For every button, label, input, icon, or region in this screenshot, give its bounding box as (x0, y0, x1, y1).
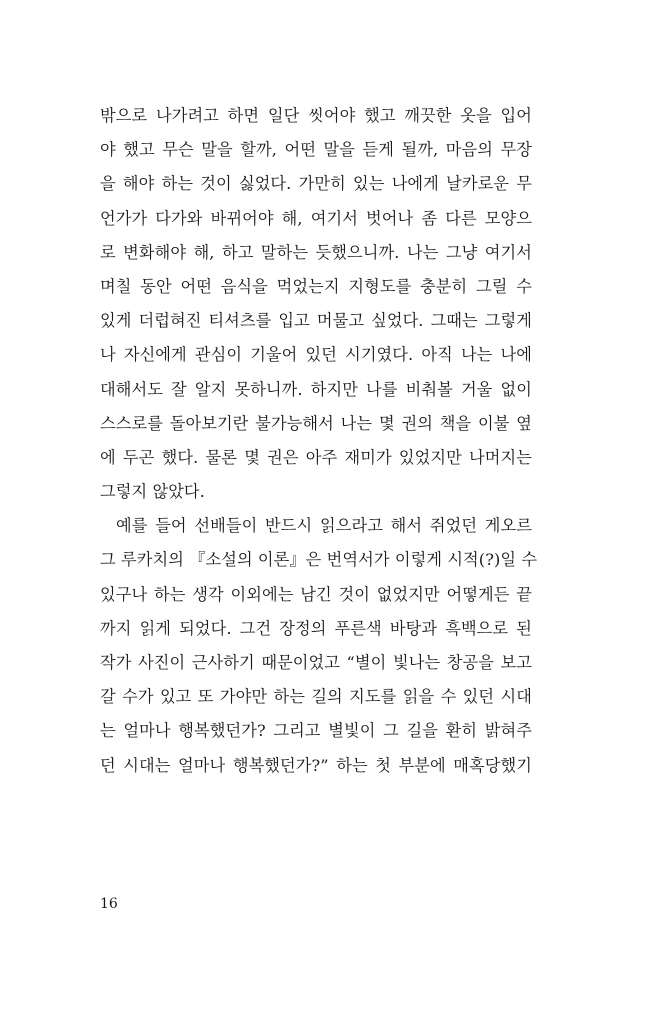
text-line: 갈 수가 있고 또 가야만 하는 길의 지도를 읽을 수 있던 시대 (100, 687, 532, 707)
text-line: 는 얼마나 행복했던가? 그리고 별빛이 그 길을 환히 밝혀주 (100, 721, 532, 741)
page-number: 16 (100, 896, 118, 912)
text-line: 대해서도 잘 알지 못하니까. 하지만 나를 비춰볼 거울 없이 (100, 379, 532, 399)
text-line: 작가 사진이 근사하기 때문이었고 “별이 빛나는 창공을 보고 (100, 653, 532, 672)
paragraph-1 (100, 99, 532, 509)
text-line: 을 해야 하는 것이 싫었다. 가만히 있는 나에게 날카로운 무 (100, 174, 532, 194)
text-line: 나 자신에게 관심이 기울어 있던 시기였다. 아직 나는 나에 (100, 345, 532, 365)
body-text (100, 99, 538, 783)
text-line: 던 시대는 얼마나 행복했던가?” 하는 첫 부분에 매혹당했기 (100, 755, 532, 775)
text-line: 스스로를 돌아보기란 불가능해서 나는 몇 권의 책을 이불 옆 (100, 413, 532, 433)
text-line: 언가가 다가와 바뀌어야 해, 여기서 벗어나 좀 다른 모양으 (100, 208, 532, 228)
text-line: 예를 들어 선배들이 반드시 읽으라고 해서 쥐었던 게오르 (116, 516, 532, 536)
paragraph-2 (100, 509, 538, 783)
text-line: 까지 읽게 되었다. 그건 장정의 푸른색 바탕과 흑백으로 된 (100, 618, 532, 638)
text-line: 있구나 하는 생각 이외에는 남긴 것이 없었지만 어떻게든 끝 (100, 584, 532, 604)
text-line: 그렇지 않았다. (100, 482, 205, 502)
text-line: 에 두곤 했다. 물론 몇 권은 아주 재미가 있었지만 나머지는 (100, 447, 532, 467)
text-line: 며칠 동안 어떤 음식을 먹었는지 지형도를 충분히 그릴 수 (100, 276, 532, 296)
text-line: 야 했고 무슨 말을 할까, 어떤 말을 듣게 될까, 마음의 무장 (100, 140, 532, 160)
text-line: 로 변화해야 해, 하고 말하는 듯했으니까. 나는 그냥 여기서 (100, 242, 532, 262)
text-line: 밖으로 나가려고 하면 일단 씻어야 했고 깨끗한 옷을 입어 (100, 106, 532, 125)
text-line: 있게 더럽혀진 티셔츠를 입고 머물고 싶었다. 그때는 그렇게 (100, 311, 532, 331)
text-line: 그 루카치의 『소설의 이론』은 번역서가 이렇게 시적(?)일 수 (100, 550, 538, 570)
